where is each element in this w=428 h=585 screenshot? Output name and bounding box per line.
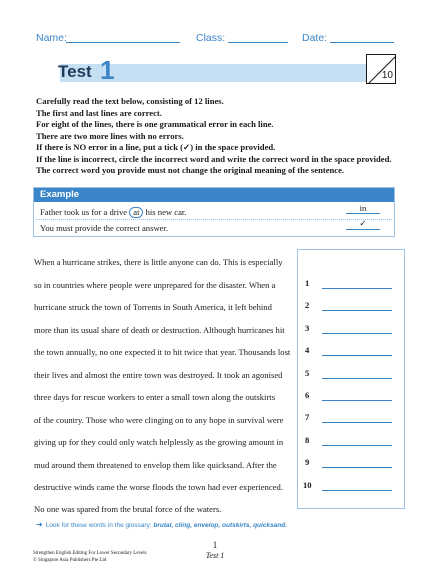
- example-box: [33, 187, 395, 237]
- date-label: Date:: [302, 32, 328, 44]
- answer-field-6[interactable]: [322, 400, 392, 401]
- answer-field-5[interactable]: [322, 378, 392, 379]
- example-line-2: You must provide the correct answer.: [40, 223, 169, 233]
- example-divider: [36, 219, 392, 220]
- example-answer-1: in: [346, 203, 380, 214]
- example-answer-2: ✓: [346, 218, 380, 230]
- passage-line: mud around them threatened to envelop them like quicksand. After the: [34, 460, 277, 470]
- passage-line: giving up for they could only watch helplessly as the growing amount in: [34, 437, 284, 447]
- class-line[interactable]: [228, 42, 288, 43]
- passage-line: so in countries where people were unprepared for the disaster. When a: [34, 280, 276, 290]
- class-label: Class:: [196, 32, 226, 44]
- answer-field-9[interactable]: [322, 467, 392, 468]
- answer-number: 10: [303, 480, 312, 490]
- example-circled-word: at: [129, 207, 143, 218]
- date-field[interactable]: [302, 32, 327, 44]
- name-field[interactable]: [36, 32, 67, 44]
- instruction-line: If the line is incorrect, circle the incorrect word and write the correct word in the space provided.: [36, 153, 392, 164]
- example-heading: Example: [40, 189, 80, 200]
- answer-number: 2: [305, 300, 310, 310]
- answer-number: 3: [305, 323, 310, 333]
- instruction-line: For eight of the lines, there is one grammatical error in each line.: [36, 119, 274, 129]
- instruction-line: The first and last lines are correct.: [36, 107, 162, 118]
- name-line[interactable]: [66, 42, 180, 43]
- example-text-after: his new car.: [145, 207, 187, 217]
- answer-field-8[interactable]: [322, 445, 392, 446]
- answer-number: 8: [305, 435, 310, 445]
- example-text-before: Father took us for a drive: [40, 207, 128, 217]
- answer-number: 1: [305, 278, 310, 288]
- passage-line: of the country. Those who were clinging on to any hope in survival were: [34, 415, 284, 425]
- answer-field-3[interactable]: [322, 333, 392, 334]
- instructions: [36, 96, 416, 177]
- answer-number: 4: [305, 345, 310, 355]
- class-field[interactable]: [196, 32, 225, 44]
- passage-line: destructive winds came the worse floods the town had ever experienced.: [34, 482, 283, 492]
- answer-field-10[interactable]: [322, 490, 392, 491]
- passage-line: No one was spared from the brutal force of the waters.: [34, 504, 222, 514]
- instruction-line: Carefully read the text below, consisting of 12 lines.: [36, 96, 224, 106]
- passage-line: more than its usual share of death or destruction. Although hurricanes hit: [34, 325, 285, 335]
- instruction-line: The correct word you provide must not change the original meaning of the sentence.: [36, 165, 345, 175]
- copyright: © Singapore Asia Publishers Pte Ltd: [33, 558, 107, 563]
- answer-number: 9: [305, 457, 310, 467]
- example-line-1: [40, 207, 186, 218]
- score-total: 10: [381, 70, 393, 81]
- answer-number: 5: [305, 368, 310, 378]
- answer-field-2[interactable]: [322, 310, 392, 311]
- passage-line: their lives and almost the entire town was destroyed. It took an agonised: [34, 370, 283, 380]
- answer-field-1[interactable]: [322, 288, 392, 289]
- glossary-text: Look for these words in the glossary:: [45, 522, 152, 529]
- page-number: 1: [212, 540, 218, 550]
- passage-line: three days for rescue workers to enter a small town along the outskirts: [34, 392, 276, 402]
- glossary-words: brutal, cling, envelop, outskirts, quicksand.: [153, 522, 288, 529]
- test-title: Test: [58, 62, 92, 81]
- page-test-label: Test 1: [205, 551, 225, 560]
- answer-field-4[interactable]: [322, 355, 392, 356]
- answer-number: 7: [305, 412, 310, 422]
- passage-line: the town annually, no one expected it to hit twice that year. Thousands lost: [34, 347, 291, 357]
- answer-field-7[interactable]: [322, 422, 392, 423]
- arrow-right-icon: ➜: [36, 520, 43, 529]
- glossary-hint: [36, 520, 287, 529]
- test-number: 1: [100, 55, 115, 85]
- score-box[interactable]: [366, 54, 396, 84]
- footer-credits: [33, 550, 147, 564]
- publication-title: Strengthen English Editing For Lower Secondary Levels: [33, 551, 147, 556]
- instruction-line: If there is NO error in a line, put a tick (✓) in the space provided.: [36, 142, 276, 152]
- name-label: Name:: [36, 32, 67, 44]
- passage-line: hurricane struck the town of Torrents in South America, it left behind: [34, 302, 272, 312]
- answer-number: 6: [305, 390, 310, 400]
- passage-line: When a hurricane strikes, there is little anyone can do. This is especially: [34, 257, 283, 267]
- date-line[interactable]: [330, 42, 394, 43]
- instruction-line: There are two more lines with no errors.: [36, 130, 184, 141]
- example-header: [34, 188, 394, 202]
